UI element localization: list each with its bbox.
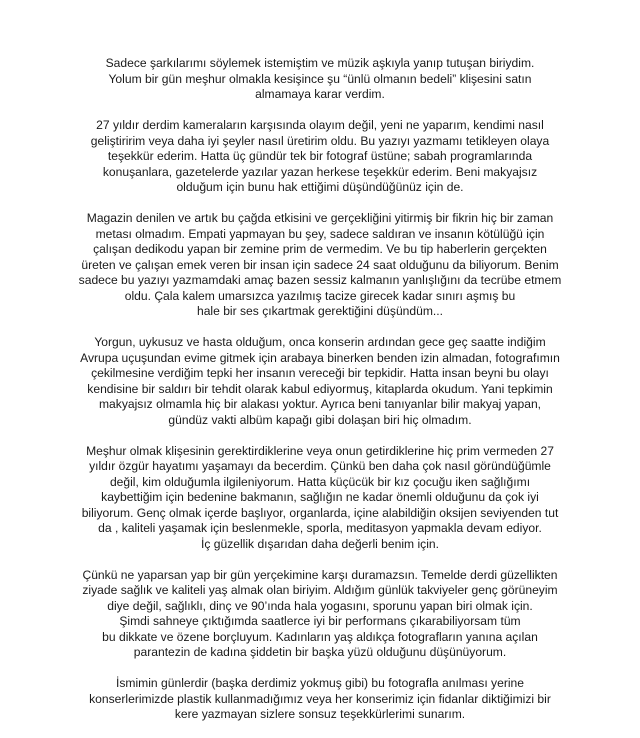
paragraph-1 (62, 56, 578, 103)
text-line: hale bir ses çıkartmak gerektiğini düşündüm... (196, 304, 444, 318)
text-line: Magazin denilen ve artık bu çağda etkisini ve gerçekliğini yitirmiş bir fikrin hiç bir zaman (86, 211, 554, 225)
text-line: teşekkür ederim. Hatta üç gündür tek bir fotograf üstüne; sabah programlarında (107, 149, 533, 163)
article-body (62, 56, 578, 738)
text-line: üreten ve çalışan emek veren bir insan için sadece 24 saat olduğunu da biliyorum. Benim (81, 257, 559, 272)
text-line: Yorgun, uykusuz ve hasta olduğum, onca konserin ardından gece geç saatte indiğim (94, 335, 546, 349)
paragraph-7 (62, 676, 578, 723)
text-line: 27 yıldır derdim kameraların karşısında olayım değil, yeni ne yaparım, kendimi nasıl (96, 118, 544, 132)
text-line: kaybettiğim için bedenine bakmanın, sağlığın ne kadar önemli olduğunu da çok iyi (101, 490, 539, 504)
text-line: Çünkü ne yaparsan yap bir gün yerçekimine karşı duramazsın. Temelde derdi güzellikten (82, 567, 558, 582)
text-line: geliştiririm veya daha iyi şeyler nasıl üretirim oldu. Bu yazıyı yazmamı tetikleyen olaya (90, 133, 550, 148)
text-line: parantezin de kadına şiddetin bir başka yüzü olduğunu düşünüyorum. (133, 645, 507, 659)
text-line: da , kaliteli yaşamak için beslenmekle, sporla, meditasyon yapmakla devam ediyor. (98, 521, 542, 535)
text-line: olduğum için bunu hak ettiğimi düşündüğünüz için de. (176, 180, 464, 194)
paragraph-2 (62, 118, 578, 196)
paragraph-6 (62, 568, 578, 661)
text-line: ziyade sağlık ve kaliteli yaş almak olan biriyim. Aldığım günlük takviyeler genç görüneyim (82, 583, 558, 597)
text-line: diye değil, sağlıklı, dinç ve 90’ında hala yogasını, sporunu yapan biri olmak için. (107, 598, 533, 613)
text-line: makyajsız olmamla hiç bir alakası yoktur. Ayrıca beni tanıyanlar bilir makyaj yapan, (98, 397, 542, 411)
text-line: değil, kim olduğumla ilgileniyorum. Hatta küçücük bir kız çocuğu iken sağlığımı (109, 474, 531, 489)
text-line: biliyorum. Genç olmak içerde başlıyor, organlarda, içine alabildiğin oksijen seviyenden tut (81, 505, 559, 520)
text-line: yıldır özgür hayatımı yaşamayı da becerdim. Çünkü ben daha çok nasıl göründüğümle (89, 459, 551, 473)
text-line: kendisine bir saldırı bir tehdit olarak kabul ediyormuş, kitaplarda okudum. Yani tepkimin (87, 381, 553, 396)
text-line: İç güzellik dışarıdan daha değerli benim için. (201, 536, 439, 551)
text-line: sadece bu yazıyı yazmamdaki amaç bazen sessiz kalmanın yanlışlığını da tecrübe etmem (78, 273, 562, 287)
paragraph-3 (62, 211, 578, 320)
text-line: Yolum bir gün meşhur olmakla kesişince şu “ünlü olmanın bedeli” klişesini satın (108, 71, 532, 86)
text-line: metası olmadım. Empati yapmayan bu şey, sadece saldıran ve insanın kötülüğü için (95, 226, 545, 241)
text-line: oldu. Çala kalem umarsızca yazılmış tacize girecek kadar sınırı aşmış bu (124, 288, 516, 303)
text-line: Sadece şarkılarımı söylemek istemiştim ve müzik aşkıyla yanıp tutuşan biriydim. (105, 56, 535, 70)
text-line: kere yazmayan sizlere sonsuz teşekkürlerimi sunarım. (174, 707, 466, 721)
text-line: konuşanlara, gazetelerde yazılar yazan herkese teşekkür ederim. Beni makyajsız (102, 164, 538, 179)
text-line: çekilmesine verdiğim tepki her insanın vereceği bir tepkidir. Hatta insan beyni bu olayı (91, 366, 549, 380)
text-line: bu dikkate ve özene borçluyum. Kadınların yaş aldıkça fotografların yanına açılan (102, 629, 538, 644)
text-line: Avrupa uçuşundan evime gitmek için arabaya binerken benden izin almadan, fotografımın (80, 350, 560, 365)
text-line: çalışan dedikodu yapan bir zemine prim de vermedim. Ve bu tip haberlerin gerçekten (93, 242, 547, 256)
paragraph-5 (62, 444, 578, 553)
text-line: almamaya karar verdim. (255, 87, 385, 101)
text-line: konserlerimizde plastik kullanmadığımız veya her konserimiz için fidanlar diktiğimizi bir (89, 691, 551, 706)
text-line: Şimdi sahneye çıktığımda saatlerce iyi bir performans çıkarabiliyorsam tüm (119, 614, 521, 628)
text-line: Meşhur olmak klişesinin gerektirdiklerine veya onun getirdiklerine hiç prim vermeden 27 (86, 443, 554, 458)
paragraph-4 (62, 335, 578, 428)
text-line: İsmimin günlerdir (başka derdimiz yokmuş gibi) bu fotografla anılması yerine (116, 676, 524, 690)
text-line: gündüz vakti albüm kapağı gibi dolaşan biri hiç olmadım. (168, 412, 472, 427)
